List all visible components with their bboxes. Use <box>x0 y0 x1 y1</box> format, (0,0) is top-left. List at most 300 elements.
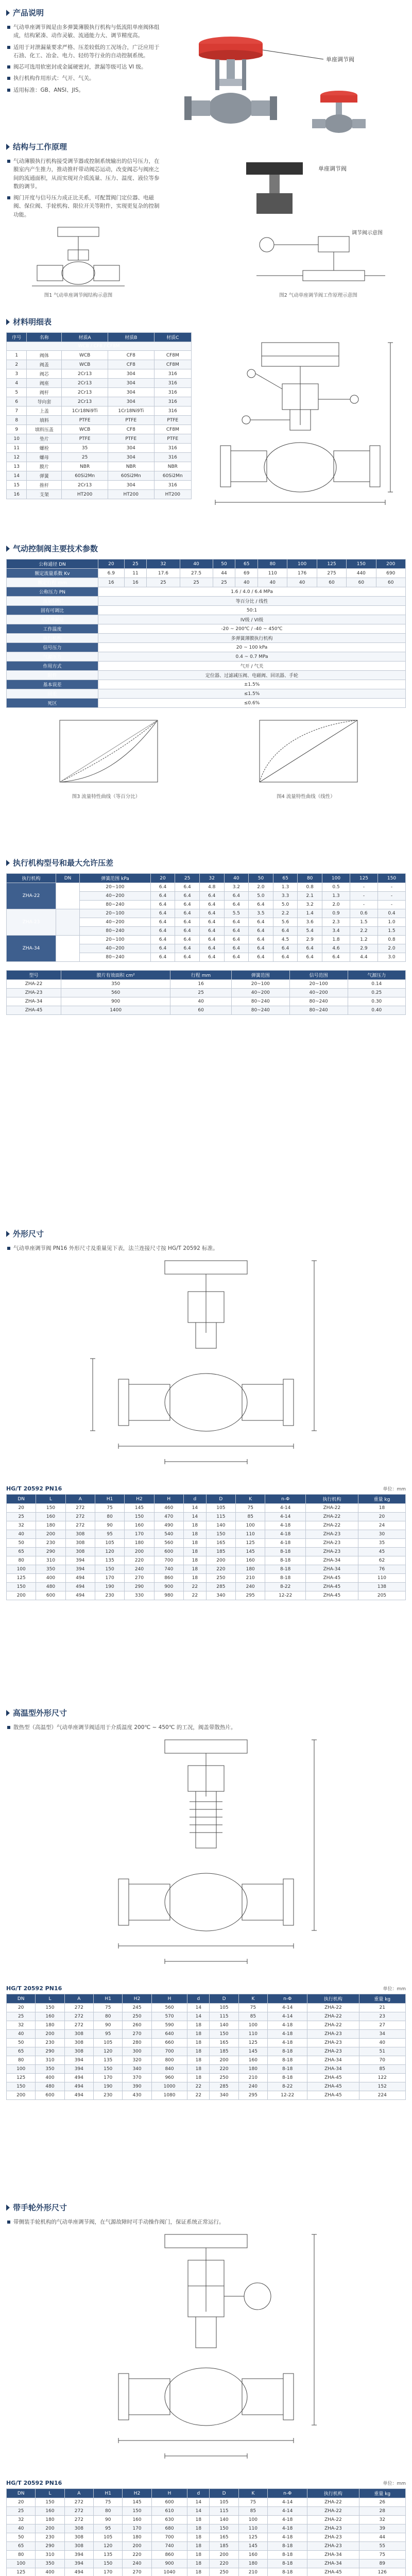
table-row <box>7 2021 406 2030</box>
table-cell: 填料压盖 <box>27 425 62 434</box>
table-cell: 1.4 <box>298 909 322 918</box>
table-cell: 270 <box>123 2030 151 2039</box>
table-row <box>7 2004 406 2012</box>
table-cell: 230 <box>95 1591 124 1600</box>
table-cell: 40 <box>359 2039 405 2047</box>
table-cell: 50 <box>7 2039 36 2047</box>
section-title: 高温型外形尺寸 <box>6 1707 406 1718</box>
table-row <box>7 997 406 1006</box>
table-row <box>7 444 192 453</box>
table-cell: ZHA-23 <box>307 2524 359 2533</box>
table-cell <box>56 883 80 909</box>
table-header-cell: A <box>65 1495 95 1504</box>
table-cell: 1.5 <box>377 927 405 936</box>
table-cell: 690 <box>376 569 406 578</box>
table-cell <box>56 936 80 962</box>
table-cell: 2.2 <box>273 909 298 918</box>
table-cell: 700 <box>154 1556 183 1565</box>
table-cell: 40~200 <box>289 989 348 997</box>
table-header-cell: n-Φ <box>268 1994 307 2004</box>
table-cell: 700 <box>151 2047 187 2056</box>
table-cell: 1.3 <box>322 892 350 901</box>
table-header-cell: 150 <box>377 874 405 883</box>
table-cell: 65 <box>7 2542 36 2551</box>
table-cell: 85 <box>359 2065 405 2074</box>
table-cell: 310 <box>36 2056 64 2065</box>
table-cell: 1400 <box>61 1006 170 1015</box>
table-row <box>7 1521 406 1530</box>
table-cell: CF8M <box>154 425 191 434</box>
table-cell: 316 <box>154 444 191 453</box>
table-cell: PTFE <box>62 434 108 444</box>
dim1-list <box>6 1244 406 1252</box>
table-cell: 6.4 <box>175 883 200 892</box>
table-cell: 20~100 <box>289 980 348 989</box>
table-row <box>7 680 406 689</box>
table-cell: 180 <box>236 1565 265 1574</box>
row-label: 公称压力 PN <box>7 587 98 597</box>
section-pressure <box>0 850 412 1221</box>
table-cell: 4-14 <box>268 2012 307 2021</box>
table-cell: ZHA-34 <box>305 1565 358 1574</box>
table-cell: 330 <box>125 1591 154 1600</box>
table-row <box>7 1006 406 1015</box>
table-cell: 2Cr13 <box>62 379 108 388</box>
table-cell: 6.4 <box>175 909 200 918</box>
table-cell: 200 <box>7 1591 36 1600</box>
list-item: 阀芯可选用软密封或金属硬密封，泄漏等级可达 VI 级。 <box>6 63 160 71</box>
table-header-cell: 80 <box>258 560 287 569</box>
table-cell: 22 <box>183 1591 206 1600</box>
table-cell: 6.4 <box>175 936 200 944</box>
table-cell: ZHA-23 <box>307 2039 359 2047</box>
dim3-table <box>6 2488 406 2576</box>
table-cell: 定位器、过滤减压阀、电磁阀、回讯器、手轮 <box>98 671 406 680</box>
section-title: 带手轮外形尺寸 <box>6 2202 406 2213</box>
table-cell: 200 <box>36 1530 65 1539</box>
table-cell: 180 <box>36 2021 64 2030</box>
table-cell: 80~240 <box>80 927 151 936</box>
triangle-icon <box>6 1231 10 1237</box>
list-item: 气动薄膜执行机构接受调节器或控制系统输出的信号压力，在膜室内产生推力，推动推杆带动阀芯运动，改变阀芯与阀座之间的流通面积，从而实现对介质流量、压力、温度、液位等参数的调节。 <box>6 157 160 191</box>
table-cell: 32 <box>7 2021 36 2030</box>
table-cell: 90 <box>95 1521 124 1530</box>
table-cell: 138 <box>358 1583 405 1591</box>
table-cell: 740 <box>151 2542 187 2551</box>
table-cell: 6.4 <box>224 901 249 909</box>
table-cell: 18 <box>187 2524 210 2533</box>
table-cell: IV级 / VI级 <box>98 615 406 624</box>
table-cell: 11 <box>7 444 27 453</box>
table-header-cell: 150 <box>347 560 376 569</box>
table-cell: 150 <box>7 2082 36 2091</box>
table-row <box>7 606 406 615</box>
table-cell: 6.4 <box>150 918 175 927</box>
table-cell: 150 <box>125 1513 154 1521</box>
table-cell: 440 <box>347 569 376 578</box>
table-cell: 200 <box>36 2524 64 2533</box>
table-cell: 180 <box>36 2516 64 2524</box>
table-cell: 等百分比 / 线性 <box>98 597 406 606</box>
table-cell: 1.8 <box>322 936 350 944</box>
table-cell: 210 <box>238 2568 267 2576</box>
table-cell: 308 <box>64 2533 93 2542</box>
table-cell: 200 <box>7 2091 36 2100</box>
table-cell: ZHA-22 <box>307 2004 359 2012</box>
table-cell: 2.0 <box>377 944 405 953</box>
table-cell: 40~200 <box>80 944 151 953</box>
table-header-cell: H1 <box>94 2489 123 2498</box>
table-header-cell: 重量 kg <box>359 1994 405 2004</box>
table-cell: 470 <box>154 1513 183 1521</box>
table-cell: 13 <box>7 462 27 471</box>
table-cell: 4-18 <box>268 2039 307 2047</box>
table-cell: 135 <box>94 2551 123 2560</box>
table-cell: 220 <box>210 2065 238 2074</box>
table-cell: 气开 / 气关 <box>98 662 406 671</box>
table-cell: 6.4 <box>273 953 298 962</box>
table-cell: 200 <box>210 2056 238 2065</box>
table-cell: 膜片 <box>27 462 62 471</box>
table-cell: ZHA-45 <box>307 2568 359 2576</box>
table-cell: 80~240 <box>231 1006 289 1015</box>
table-cell: 125 <box>238 2533 267 2542</box>
table-header-cell: H <box>151 1994 187 2004</box>
table-cell: 400 <box>36 2074 64 2082</box>
table-cell: 2Cr13 <box>62 369 108 379</box>
table-cell: ZHA-45 <box>7 1006 61 1015</box>
table-cell: 4-18 <box>265 1530 306 1539</box>
table-cell: 115 <box>206 1513 235 1521</box>
table-cell: 100 <box>7 2560 36 2568</box>
table-cell: 4-18 <box>265 1521 306 1530</box>
table-cell: 80 <box>94 2012 123 2021</box>
table-cell: 40 <box>258 578 287 587</box>
table-cell: ZHA-23 <box>305 1539 358 1548</box>
table-cell: 支架 <box>27 490 62 499</box>
table-cell: 8-18 <box>265 1565 306 1574</box>
table-cell: 40~200 <box>80 892 151 901</box>
table-cell: 20~100 <box>80 883 151 892</box>
table-cell: 14 <box>187 2498 210 2507</box>
table-cell: 165 <box>206 1539 235 1548</box>
table-row <box>7 2498 406 2507</box>
table-cell: 220 <box>123 2551 151 2560</box>
table-cell: 272 <box>64 2004 93 2012</box>
table-cell: 20~100 <box>231 980 289 989</box>
dim2-list <box>6 1723 406 1732</box>
table-cell: - <box>377 883 405 892</box>
table-cell: 900 <box>151 2560 187 2568</box>
triangle-icon <box>6 10 10 16</box>
table-header-cell: 弹簧范围 kPa <box>80 874 151 883</box>
table-row <box>7 406 192 416</box>
table-cell: 4.5 <box>273 936 298 944</box>
table-cell: 394 <box>65 1565 95 1574</box>
table-cell: 295 <box>238 2091 267 2100</box>
table-cell: 6.4 <box>273 944 298 953</box>
table-cell: 1Cr18Ni9Ti <box>62 406 108 416</box>
table-cell: 6.4 <box>199 944 224 953</box>
table-header-cell: d <box>187 1994 210 2004</box>
table-cell: CF8 <box>108 425 154 434</box>
table-cell: 190 <box>94 2082 123 2091</box>
table-cell: PTFE <box>62 416 108 425</box>
section-title: 结构与工作原理 <box>6 141 406 152</box>
table-cell: 560 <box>151 2004 187 2012</box>
table-cell: 23 <box>359 2012 405 2021</box>
table-cell: ZHA-23 <box>307 2047 359 2056</box>
table-cell: 394 <box>64 2065 93 2074</box>
structure-photo <box>169 157 406 222</box>
table-cell: 390 <box>123 2082 151 2091</box>
table-cell: 316 <box>154 397 191 406</box>
table-cell: 6.4 <box>199 918 224 927</box>
table-cell: 860 <box>154 1574 183 1583</box>
table-cell: 110 <box>236 1530 265 1539</box>
table-cell: 200 <box>36 2030 64 2039</box>
table-cell: 308 <box>64 2542 93 2551</box>
table-cell: 316 <box>154 379 191 388</box>
table-cell: 150 <box>123 2507 151 2516</box>
table-header-cell: A <box>64 2489 93 2498</box>
table-header-cell: 80 <box>298 874 322 883</box>
table-header-cell: H1 <box>94 1994 123 2004</box>
table-cell: 224 <box>359 2091 405 2100</box>
table-header-cell: 公称通径 DN <box>7 560 98 569</box>
table-cell: ZHA-23 <box>305 1548 358 1556</box>
table-row <box>7 980 406 989</box>
table-cell: 600 <box>151 2498 187 2507</box>
table-cell: 8-18 <box>268 2551 307 2560</box>
table-cell: ZHA-22 <box>7 980 61 989</box>
table-cell: 272 <box>65 1513 95 1521</box>
table-cell: 18 <box>187 2542 210 2551</box>
table-cell: 285 <box>210 2082 238 2091</box>
table-cell: 290 <box>125 1583 154 1591</box>
table-cell: 105 <box>94 2039 123 2047</box>
table-cell: 4-14 <box>265 1504 306 1513</box>
table-cell: 40 <box>170 997 232 1006</box>
table-cell: 8-22 <box>268 2082 307 2091</box>
table-cell: 270 <box>123 2568 151 2576</box>
table-cell: 120 <box>94 2542 123 2551</box>
table-cell: NBR <box>108 462 154 471</box>
table-header-cell: L <box>36 1994 64 2004</box>
table-cell: 10 <box>7 434 27 444</box>
table-cell: 2Cr13 <box>62 397 108 406</box>
table-cell: 5.0 <box>249 892 273 901</box>
table-cell: 12-22 <box>265 1591 306 1600</box>
table-cell: 0.9 <box>322 909 350 918</box>
table-cell: ZHA-23 <box>307 2533 359 2542</box>
section-dim3: 带手轮外形尺寸 带侧装手轮机构的气动单座调节阀，在气源故障时可手动操作阀门，保证系统正常运行。 HG/T 20592 PN16 单位：mm DN L A H1 H2 H d D K n-Φ 执行机构 重量 kg 20 150 272 75 145 600 14 105 75 4-14 ZHA-22 26 25 160 272 80 150 610 14 115 85 4-14 ZHA-22 28 32 180 272 90 160 630 18 140 100 4-18 ZHA-22 32 40 200 308 95 170 680 18 150 110 4-18 ZHA-23 39 50 230 308 105 180 700 18 165 125 4-18 ZHA-23 44 65 290 308 120 200 740 18 185 145 8-18 ZHA-23 55 80 310 394 135 220 860 18 200 160 8-18 ZHA-34 75 100 350 394 150 240 900 18 220 180 8-18 ZHA-34 89 125 400 494 170 270 1040 18 250 210 8-18 ZHA-45 126 <box>0 2195 412 2576</box>
table-header-cell: 125 <box>317 560 346 569</box>
table-cell: 4-18 <box>268 2030 307 2039</box>
table-cell: 105 <box>95 1539 124 1548</box>
table-cell: 316 <box>154 481 191 490</box>
table-cell: 4-14 <box>268 2498 307 2507</box>
table-row <box>7 624 406 634</box>
table-cell: 21 <box>359 2004 405 2012</box>
table-cell: 3.4 <box>322 927 350 936</box>
table-cell: 280 <box>123 2039 151 2047</box>
table-cell: 230 <box>36 2039 64 2047</box>
table-header-cell: H2 <box>125 1495 154 1504</box>
table-cell: 4-18 <box>268 2533 307 2542</box>
table-cell: 270 <box>125 1574 154 1583</box>
table-cell: 900 <box>61 997 170 1006</box>
table-cell: 85 <box>238 2012 267 2021</box>
table-cell: 11 <box>124 569 147 578</box>
table-cell: 640 <box>151 2030 187 2039</box>
table-row <box>7 2568 406 2576</box>
table-header-cell: d <box>187 2489 210 2498</box>
table-cell: 180 <box>238 2065 267 2074</box>
table-row <box>7 936 406 944</box>
table-cell: 494 <box>65 1591 95 1600</box>
table-cell: 4.6 <box>322 944 350 953</box>
table-row <box>7 1591 406 1600</box>
table-cell: 185 <box>210 2047 238 2056</box>
table-cell: ZHA-45 <box>305 1583 358 1591</box>
table-cell: 350 <box>36 1565 65 1574</box>
table-cell: 170 <box>125 1530 154 1539</box>
table-cell: 126 <box>359 2568 405 2576</box>
table-cell: 304 <box>108 481 154 490</box>
table-row <box>7 1504 406 1513</box>
table-cell: 6.4 <box>199 892 224 901</box>
table-cell: 上盖 <box>27 406 62 416</box>
table-cell: 8-18 <box>268 2542 307 2551</box>
table-cell: 0.8 <box>298 883 322 892</box>
table-cell: 2.0 <box>322 901 350 909</box>
table-cell: 25 <box>7 2507 36 2516</box>
table-cell: 2.9 <box>298 936 322 944</box>
table-cell: 16 <box>124 578 147 587</box>
table-cell: 6.4 <box>150 883 175 892</box>
table-cell: 150 <box>36 2004 64 2012</box>
table-cell: 240 <box>238 2082 267 2091</box>
table-cell: CF8 <box>108 351 154 360</box>
table-cell: 90 <box>94 2516 123 2524</box>
table-cell: 304 <box>108 397 154 406</box>
table-cell: 205 <box>358 1591 405 1600</box>
list-item: 适用于对泄漏量要求严格、压差较低的工况场合，广泛应用于石油、化工、冶金、电力、轻纺等行业的自动控制系统。 <box>6 43 160 60</box>
table-cell: 394 <box>65 1556 95 1565</box>
table-cell: 340 <box>210 2091 238 2100</box>
table-cell: ZHA-45 <box>307 2091 359 2100</box>
table-cell: 85 <box>238 2507 267 2516</box>
table-row <box>7 416 192 425</box>
table-cell: 35 <box>358 1539 405 1548</box>
table-cell: 8-18 <box>268 2074 307 2082</box>
table-row <box>7 425 192 434</box>
table-cell: 125 <box>7 1574 36 1583</box>
table-cell: 6.4 <box>150 944 175 953</box>
table-cell: HT200 <box>108 490 154 499</box>
table-cell: 60 <box>376 578 406 587</box>
list-item: 适用标准：GB、ANSI、JIS。 <box>6 86 160 94</box>
table-cell: 304 <box>108 369 154 379</box>
table-cell: WCB <box>62 351 108 360</box>
table-cell: 560 <box>154 1539 183 1548</box>
structure-list <box>6 157 160 219</box>
table-cell: 39 <box>359 2524 405 2533</box>
table-cell: NBR <box>62 462 108 471</box>
table-cell: 44 <box>359 2533 405 2542</box>
table-cell: 100 <box>236 1521 265 1530</box>
table-cell: 110 <box>238 2524 267 2533</box>
table-cell: 69 <box>235 569 258 578</box>
table-cell: 阀座 <box>27 379 62 388</box>
table-cell: 350 <box>36 2560 64 2568</box>
table-cell: 316 <box>154 369 191 379</box>
flow-chart-2: 图4 流量特性曲线（线性） <box>249 715 363 800</box>
table-row <box>7 360 192 369</box>
table-cell: 394 <box>64 2551 93 2560</box>
table-cell: 6.4 <box>249 944 273 953</box>
table-cell: 3.2 <box>298 901 322 909</box>
section-title: 执行机构型号和最大允许压差 <box>6 857 406 868</box>
table-cell: 800 <box>151 2056 187 2065</box>
row-label: 额定行程 mm <box>7 578 98 587</box>
table-cell: 960 <box>151 2074 187 2082</box>
table-cell: 5.4 <box>298 927 322 936</box>
table-cell: 122 <box>359 2074 405 2082</box>
table-cell: 6.4 <box>199 927 224 936</box>
table-cell: PTFE <box>108 416 154 425</box>
table-header-cell: K <box>238 1994 267 2004</box>
table-cell: 95 <box>94 2524 123 2533</box>
table-cell: 18 <box>183 1548 206 1556</box>
table-cell: 295 <box>236 1591 265 1600</box>
table-cell: 6.4 <box>249 953 273 962</box>
table-row <box>7 662 406 671</box>
triangle-icon <box>6 546 10 552</box>
table-cell: 3.5 <box>249 909 273 918</box>
table-cell: 90 <box>94 2021 123 2030</box>
table-header-cell: 20 <box>98 560 125 569</box>
table-cell: 230 <box>94 2091 123 2100</box>
table-cell: 350 <box>61 980 170 989</box>
table-cell: 0.4 <box>377 909 405 918</box>
table-cell: 494 <box>64 2091 93 2100</box>
table-cell: 80 <box>94 2507 123 2516</box>
table-cell: 2 <box>7 360 27 369</box>
table-cell: 51 <box>359 2047 405 2056</box>
table-cell: 8-18 <box>268 2568 307 2576</box>
table-cell: 60Si2Mn <box>62 471 108 481</box>
table-cell: 25 <box>7 2012 36 2021</box>
table-cell: 600 <box>154 1548 183 1556</box>
table-cell: 4.8 <box>199 883 224 892</box>
table-cell: 145 <box>236 1548 265 1556</box>
table-cell: 18 <box>183 1521 206 1530</box>
table-cell: 螺母 <box>27 453 62 462</box>
table-cell: 494 <box>65 1574 95 1583</box>
triangle-icon <box>6 860 10 866</box>
row-label: 回差 <box>7 689 98 699</box>
table-row <box>7 578 406 587</box>
table-row <box>7 2516 406 2524</box>
table-header-cell: 32 <box>147 560 180 569</box>
table-header-cell: H <box>154 1495 183 1504</box>
table-cell: 100 <box>7 2065 36 2074</box>
table-cell: 25 <box>213 578 235 587</box>
table-row <box>7 671 406 680</box>
table-cell: 105 <box>210 2498 238 2507</box>
